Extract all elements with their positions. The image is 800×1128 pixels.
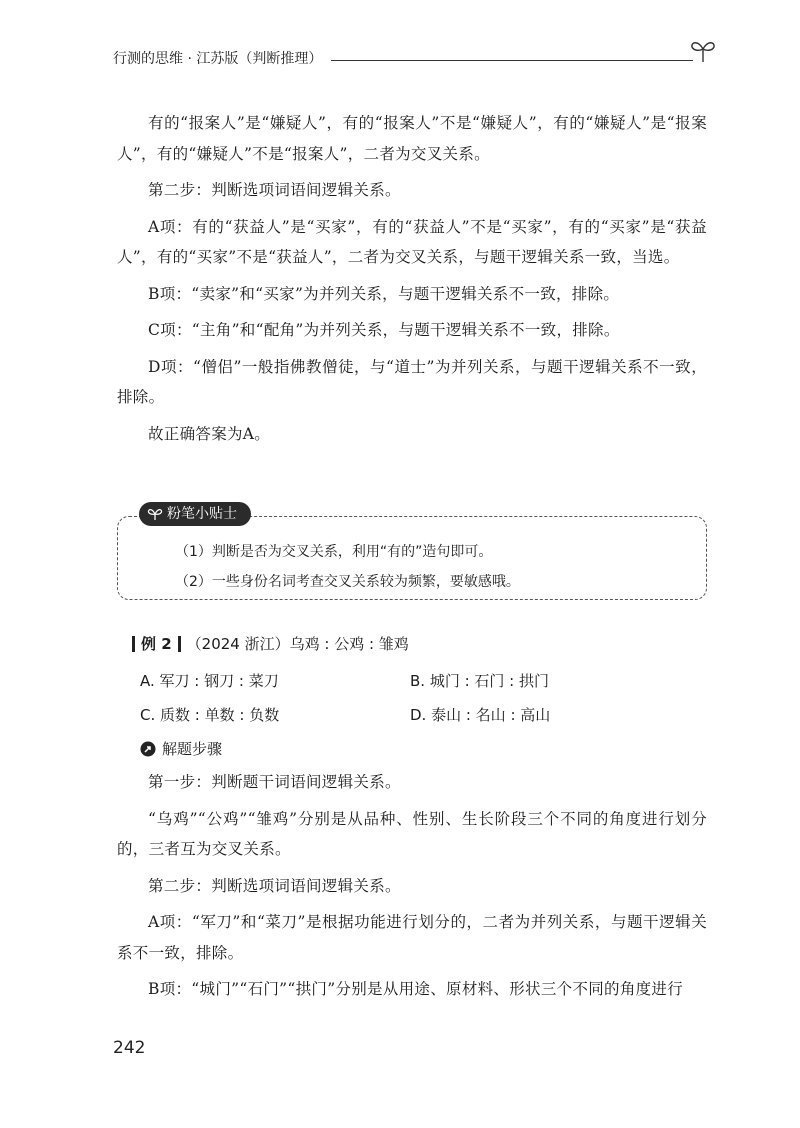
paragraph: B项：“城门”“石门”“拱门”分别是从用途、原材料、形状三个不同的角度进行 (148, 980, 684, 998)
sprout-icon (688, 38, 718, 64)
steps-icon (140, 741, 156, 757)
paragraph: C项：“主角”和“配角”为并列关系，与题干逻辑关系不一致，排除。 (148, 321, 620, 339)
tip-tag (139, 502, 251, 526)
tip-line: （2）一些身份名词考查交叉关系较为频繁，要敏感哦。 (175, 574, 520, 590)
paragraph: 第二步：判断选项词语间逻辑关系。 (148, 181, 401, 199)
paragraph: 第二步：判断选项词语间逻辑关系。 (148, 876, 401, 895)
option-a: A. 军刀 : 钢刀 : 菜刀 (140, 672, 279, 690)
bracket-bar (178, 636, 181, 652)
paragraph: “乌鸡”“公鸡”“雏鸡”分别是从品种、性别、生长阶段三个不同的角度进行划分的，三者互为交叉关系。 (117, 809, 707, 858)
paragraph: 有的“报案人”是“嫌疑人”，有的“报案人”不是“嫌疑人”，有的“嫌疑人”是“报案人”，有的“嫌疑人”不是“报案人”，二者为交叉关系。 (117, 114, 707, 163)
running-header (113, 44, 713, 74)
sprout-icon (147, 507, 163, 521)
example-heading (132, 632, 409, 656)
header-title: 行测的思维 · 江苏版（判断推理） (113, 51, 323, 67)
paragraph: D项：“僧侣”一般指佛教僧徒，与“道士”为并列关系，与题干逻辑关系不一致，排除。 (117, 357, 707, 406)
header-rule (331, 60, 693, 61)
body-text-top (117, 108, 707, 455)
paragraph: A项：有的“获益人”是“买家”，有的“获益人”不是“买家”，有的“买家”是“获益人”，有的“买家”不是“获益人”，二者为交叉关系，与题干逻辑关系一致，当选。 (117, 217, 707, 266)
paragraph: B项：“卖家”和“买家”为并列关系，与题干逻辑关系不一致，排除。 (148, 284, 620, 303)
paragraph: 第一步：判断题干词语间逻辑关系。 (148, 773, 401, 791)
option-c: C. 质数 : 单数 : 负数 (140, 706, 280, 724)
tip-title: 粉笔小贴士 (167, 506, 237, 522)
body-text-bottom (117, 767, 707, 1011)
bracket-bar (132, 636, 135, 652)
steps-label: 解题步骤 (162, 740, 223, 758)
option-b: B. 城门 : 石门 : 拱门 (410, 672, 550, 690)
paragraph: A项：“军刀”和“菜刀”是根据功能进行划分的，二者为并列关系，与题干逻辑关系不一致，排除。 (117, 913, 707, 962)
steps-heading (140, 738, 222, 760)
option-d: D. 泰山 : 名山 : 高山 (410, 706, 551, 724)
example-question: （2024 浙江）乌鸡 : 公鸡 : 雏鸡 (186, 635, 409, 653)
page-number: 242 (113, 1038, 146, 1058)
example-label: 例 2 (141, 635, 172, 653)
paragraph: 故正确答案为A。 (148, 424, 271, 443)
tip-line: （1）判断是否为交叉关系，利用“有的”造句即可。 (175, 544, 493, 560)
